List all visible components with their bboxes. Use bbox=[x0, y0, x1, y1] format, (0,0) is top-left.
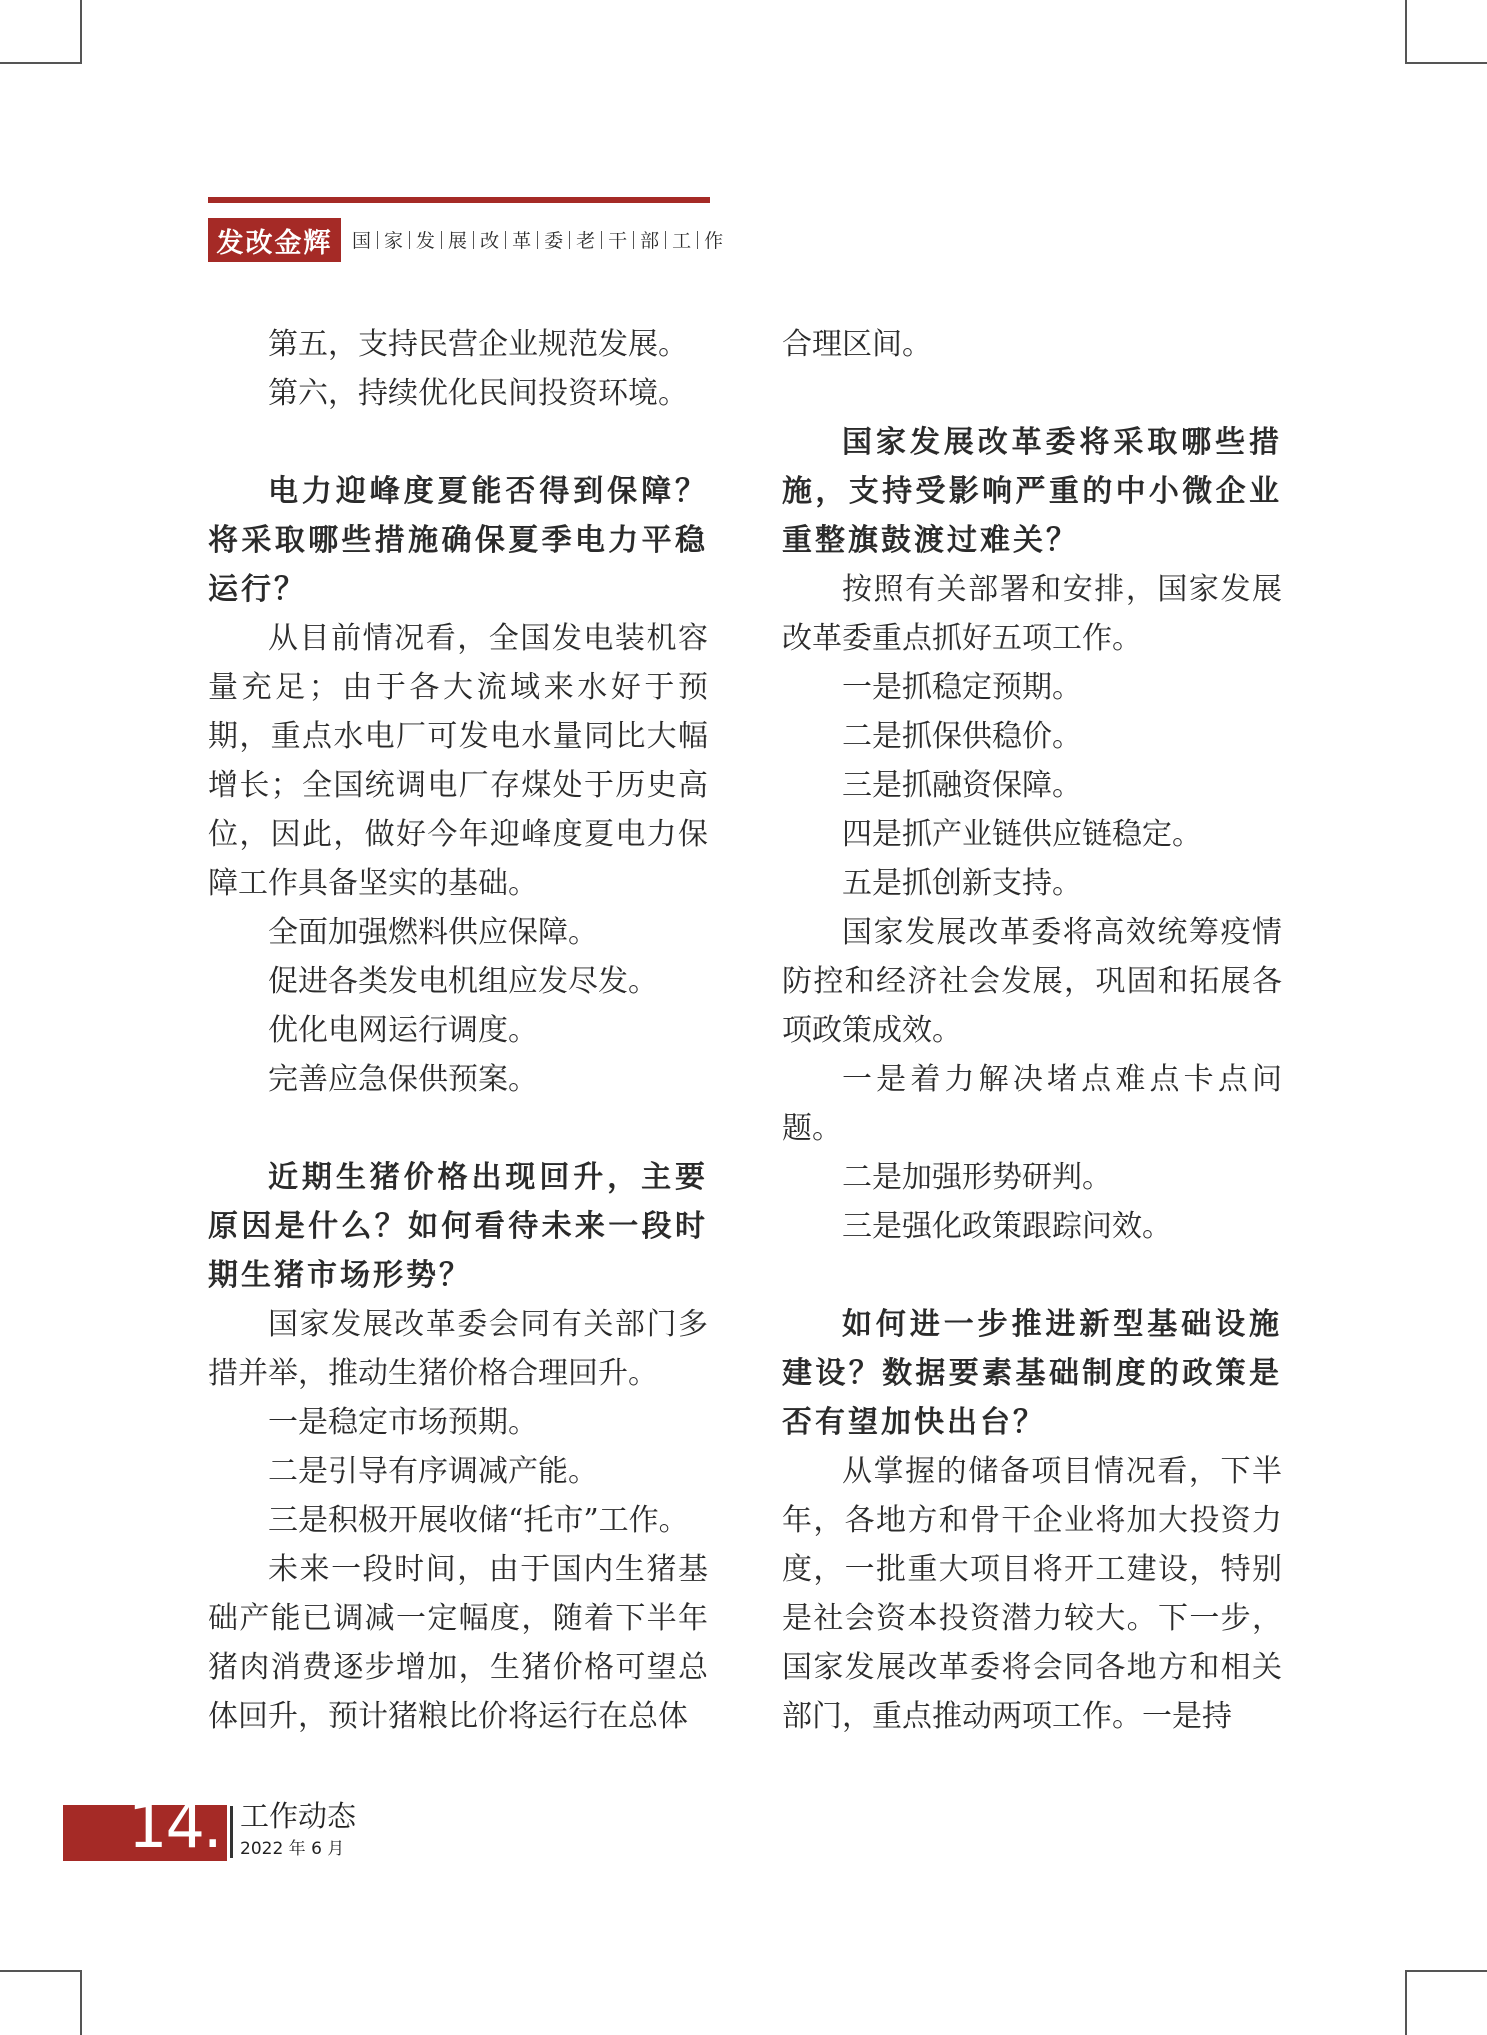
header-org-char: 部 bbox=[640, 230, 660, 252]
header-separator bbox=[601, 231, 602, 249]
header-org-char: 国 bbox=[352, 230, 372, 252]
header-separator bbox=[633, 231, 634, 249]
body-paragraph: 未来一段时间，由于国内生猪基础产能已调减一定幅度，随着下半年猪肉消费逐步增加，生猪价格可望总体回升，预计猪粮比价将运行在总体 bbox=[208, 1552, 708, 1734]
paragraph-gap bbox=[782, 369, 1282, 418]
header-separator bbox=[569, 231, 570, 249]
body-paragraph: 第六，持续优化民间投资环境。 bbox=[268, 376, 688, 411]
issue-date: 2022 年 6 月 bbox=[240, 1839, 345, 1859]
question-heading: 近期生猪价格出现回升，主要原因是什么？如何看待未来一段时期生猪市场形势？ bbox=[208, 1160, 708, 1293]
header-org-char: 家 bbox=[384, 230, 404, 252]
continued-paragraph: 合理区间。 bbox=[782, 327, 932, 362]
header-org-char: 工 bbox=[672, 230, 692, 252]
question-heading: 国家发展改革委将采取哪些措施，支持受影响严重的中小微企业重整旗鼓渡过难关？ bbox=[782, 425, 1282, 558]
crop-mark bbox=[1405, 1970, 1487, 1972]
header-separator bbox=[505, 231, 506, 249]
header-separator bbox=[697, 231, 698, 249]
header-org-char: 发 bbox=[416, 230, 436, 252]
crop-mark bbox=[0, 62, 82, 64]
body-paragraph: 优化电网运行调度。 bbox=[268, 1013, 538, 1048]
header-org-char: 干 bbox=[608, 230, 628, 252]
header-org-char: 改 bbox=[480, 230, 500, 252]
header-separator bbox=[537, 231, 538, 249]
header-rule bbox=[208, 197, 710, 203]
crop-mark bbox=[1405, 0, 1407, 62]
right-text-column bbox=[782, 320, 1282, 1741]
body-paragraph: 从目前情况看，全国发电装机容量充足；由于各大流域来水好于预期，重点水电厂可发电水量同比大幅增长；全国统调电厂存煤处于历史高位，因此，做好今年迎峰度夏电力保障工作具备坚实的基础。 bbox=[208, 621, 708, 901]
header-org-char: 老 bbox=[576, 230, 596, 252]
body-paragraph: 四是抓产业链供应链稳定。 bbox=[842, 817, 1202, 852]
body-paragraph: 一是抓稳定预期。 bbox=[842, 670, 1082, 705]
body-paragraph: 国家发展改革委会同有关部门多措并举，推动生猪价格合理回升。 bbox=[208, 1307, 708, 1391]
question-heading: 电力迎峰度夏能否得到保障？将采取哪些措施确保夏季电力平稳运行？ bbox=[208, 474, 708, 607]
body-paragraph: 一是着力解决堵点难点卡点问题。 bbox=[782, 1062, 1282, 1146]
crop-mark bbox=[80, 0, 82, 62]
header-separator bbox=[441, 231, 442, 249]
body-paragraph: 全面加强燃料供应保障。 bbox=[268, 915, 598, 950]
magazine-logo: 发改金辉 bbox=[208, 218, 341, 262]
header-separator bbox=[377, 231, 378, 249]
header-separator bbox=[473, 231, 474, 249]
body-paragraph: 国家发展改革委将高效统筹疫情防控和经济社会发展，巩固和拓展各项政策成效。 bbox=[782, 915, 1282, 1048]
page-number: 14. bbox=[128, 1789, 221, 1862]
body-paragraph: 三是强化政策跟踪问效。 bbox=[842, 1209, 1172, 1244]
header-separator bbox=[665, 231, 666, 249]
body-paragraph: 一是稳定市场预期。 bbox=[268, 1405, 538, 1440]
paragraph-gap bbox=[782, 1251, 1282, 1300]
body-paragraph: 完善应急保供预案。 bbox=[268, 1062, 538, 1097]
left-text-column bbox=[208, 320, 708, 1741]
section-title: 工作动态 bbox=[240, 1799, 357, 1833]
body-paragraph: 三是抓融资保障。 bbox=[842, 768, 1082, 803]
body-paragraph: 三是积极开展收储“托市”工作。 bbox=[268, 1503, 689, 1538]
crop-mark bbox=[80, 1972, 82, 2035]
paragraph-gap bbox=[208, 418, 708, 467]
header-organization bbox=[352, 226, 723, 253]
header-org-char: 展 bbox=[448, 230, 468, 252]
body-paragraph: 第五，支持民营企业规范发展。 bbox=[268, 327, 688, 362]
body-paragraph: 促进各类发电机组应发尽发。 bbox=[268, 964, 658, 999]
header-org-char: 委 bbox=[544, 230, 564, 252]
body-paragraph: 从掌握的储备项目情况看，下半年，各地方和骨干企业将加大投资力度，一批重大项目将开工建设，特别是社会资本投资潜力较大。下一步，国家发展改革委将会同各地方和相关部门，重点推动两项工作。一是持 bbox=[782, 1454, 1282, 1734]
header-separator bbox=[409, 231, 410, 249]
header-org-char: 作 bbox=[704, 230, 724, 252]
footer-divider bbox=[230, 1806, 233, 1858]
paragraph-gap bbox=[208, 1104, 708, 1153]
body-paragraph: 二是抓保供稳价。 bbox=[842, 719, 1082, 754]
header-org-char: 革 bbox=[512, 230, 532, 252]
body-paragraph: 二是加强形势研判。 bbox=[842, 1160, 1112, 1195]
body-paragraph: 五是抓创新支持。 bbox=[842, 866, 1082, 901]
crop-mark bbox=[0, 1970, 82, 1972]
crop-mark bbox=[1405, 1972, 1407, 2035]
crop-mark bbox=[1405, 62, 1487, 64]
body-paragraph: 二是引导有序调减产能。 bbox=[268, 1454, 598, 1489]
body-paragraph: 按照有关部署和安排，国家发展改革委重点抓好五项工作。 bbox=[782, 572, 1282, 656]
question-heading: 如何进一步推进新型基础设施建设？数据要素基础制度的政策是否有望加快出台？ bbox=[782, 1307, 1282, 1440]
